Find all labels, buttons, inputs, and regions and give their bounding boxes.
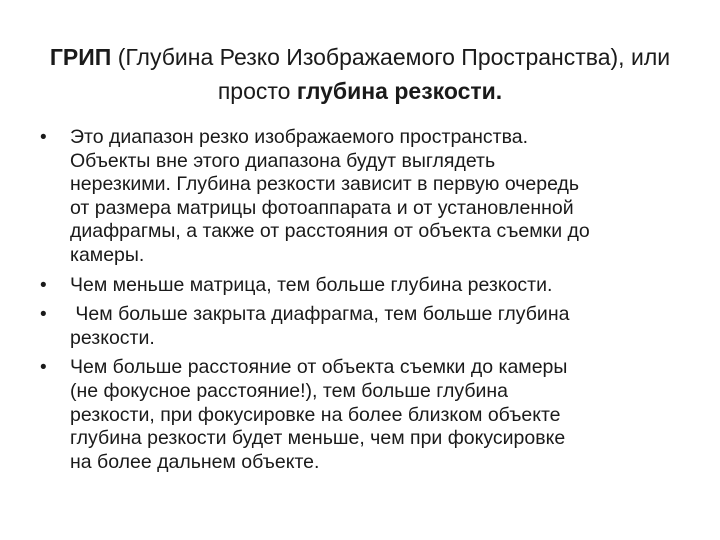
bullet-item-distance	[40, 356, 700, 474]
bullet-line: Чем больше закрыта диафрагма, тем больше глубина	[70, 303, 570, 326]
slide-title	[10, 40, 710, 108]
bullet-line: Объекты вне этого диапазона будут выглядеть	[70, 149, 496, 172]
title-line-2-prefix: просто	[217, 78, 297, 104]
title-bold-abbreviation: ГРИП	[49, 44, 112, 70]
bullet-line: диафрагмы, а также от расстояния от объекта съемки до	[70, 220, 590, 243]
bullet-item-aperture	[40, 303, 700, 350]
bullet-line: резкости, при фокусировке на более близком объекте	[70, 403, 561, 426]
bullet-icon: •	[40, 357, 47, 379]
bullet-line: Чем больше расстояние от объекта съемки до камеры	[70, 356, 568, 379]
bullet-list	[40, 126, 700, 480]
bullet-icon: •	[40, 304, 47, 326]
title-bold-term: глубина резкости.	[296, 78, 503, 104]
bullet-line: (не фокусное расстояние!), тем больше глубина	[70, 379, 508, 402]
bullet-icon: •	[40, 127, 47, 148]
bullet-item-sensor-size	[40, 274, 700, 298]
bullet-icon: •	[40, 274, 47, 296]
title-line-2	[10, 74, 710, 108]
bullet-line: глубина резкости будет меньше, чем при фокусировке	[70, 427, 566, 450]
bullet-line: Это диапазон резко изображаемого пространства.	[70, 126, 528, 148]
bullet-line: на более дальнем объекте.	[70, 450, 320, 473]
bullet-line: нерезкими. Глубина резкости зависит в первую очередь	[70, 173, 580, 196]
bullet-item-definition	[40, 126, 700, 268]
title-line-1-text: (Глубина Резко Изображаемого Пространства), или	[111, 44, 671, 70]
bullet-line: от размера матрицы фотоаппарата и от установленной	[70, 196, 574, 219]
bullet-line: резкости.	[70, 326, 155, 349]
bullet-line: Чем меньше матрица, тем больше глубина резкости.	[70, 273, 553, 296]
title-line-1	[10, 40, 710, 74]
bullet-line: камеры.	[70, 243, 145, 266]
